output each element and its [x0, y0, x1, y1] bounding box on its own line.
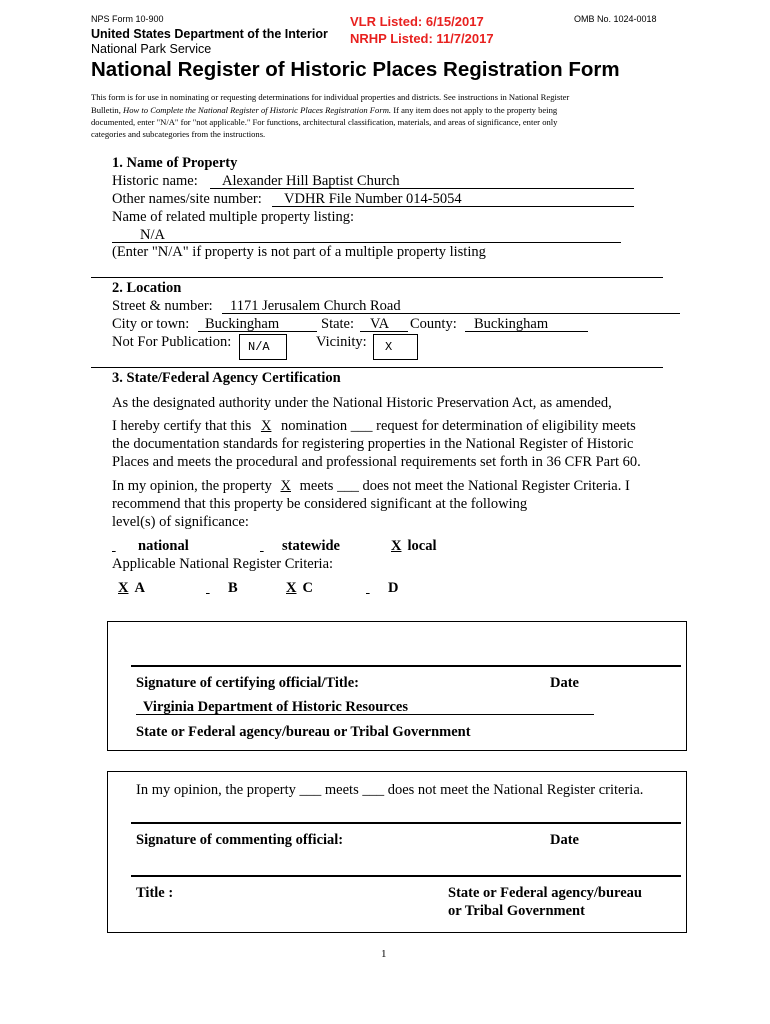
commenting-agency-label-2: or Tribal Government — [448, 903, 585, 919]
intro-text-line-3: documented, enter "N/A" for "not applicable." For functions, architectural classification, materials, and areas of significance, enter only — [91, 117, 558, 127]
commenting-agency-label-1: State or Federal agency/bureau — [448, 885, 642, 901]
certifying-agency-field[interactable]: Virginia Department of Historic Resources — [143, 699, 408, 715]
certify-line-3: Places and meets the procedural and professional requirements set forth in 36 CFR Part 60. — [112, 454, 641, 470]
vlr-listed-stamp: VLR Listed: 6/15/2017 — [350, 14, 484, 29]
intro-text-line-4: categories and subcategories from the instructions. — [91, 129, 266, 139]
street-field[interactable]: 1171 Jerusalem Church Road — [230, 298, 401, 314]
state-label: State: — [321, 316, 355, 332]
section-divider — [91, 277, 663, 278]
nomination-mark: X — [260, 418, 272, 434]
criteria-c[interactable]: X C — [286, 580, 313, 596]
opinion-line-1: In my opinion, the property X meets ___ does not meet the National Register Criteria. I — [112, 478, 630, 494]
opinion-line-3: level(s) of significance: — [112, 514, 249, 530]
multiple-listing-note: (Enter "N/A" if property is not part of a multiple property listing — [112, 244, 486, 260]
street-label: Street & number: — [112, 298, 213, 314]
multiple-listing-label: Name of related multiple property listing: — [112, 209, 355, 225]
commenting-signature-label: Signature of commenting official: — [136, 832, 344, 848]
certifying-signature-label: Signature of certifying official/Title: — [136, 675, 359, 691]
section-3-heading: 3. State/Federal Agency Certification — [112, 370, 341, 386]
historic-name-label: Historic name: — [112, 173, 198, 189]
vicinity-value: X — [385, 340, 393, 354]
service-name: National Park Service — [91, 42, 212, 56]
multiple-listing-field[interactable]: N/A — [140, 227, 165, 243]
section-divider — [91, 367, 663, 368]
section-2-heading: 2. Location — [112, 280, 182, 296]
opinion-line-2: recommend that this property be considered significant at the following — [112, 496, 528, 512]
county-label: County: — [410, 316, 457, 332]
signature-line[interactable] — [131, 665, 681, 667]
vicinity-box[interactable] — [373, 334, 418, 360]
vicinity-label: Vicinity: — [316, 334, 367, 350]
county-field[interactable]: Buckingham — [474, 316, 549, 332]
page-number: 1 — [381, 948, 387, 960]
criteria-label: Applicable National Register Criteria: — [112, 556, 334, 572]
certify-line-1: I hereby certify that this X nomination ___ request for determination of eligibility meets — [112, 418, 636, 434]
certify-line-2: the documentation standards for registering properties in the National Register of Historic — [112, 436, 634, 452]
form-number: NPS Form 10-900 — [91, 14, 164, 24]
page-title: National Register of Historic Places Registration Form — [91, 58, 620, 81]
section-1-heading: 1. Name of Property — [112, 155, 238, 171]
other-names-field[interactable]: VDHR File Number 014-5054 — [284, 191, 462, 207]
not-for-publication-label: Not For Publication: — [112, 334, 232, 350]
level-statewide[interactable]: statewide — [282, 538, 340, 554]
city-label: City or town: — [112, 316, 190, 332]
department-name: United States Department of the Interior — [91, 27, 328, 41]
other-names-label: Other names/site number: — [112, 191, 262, 207]
not-for-publication-box[interactable] — [239, 334, 287, 360]
criteria-a[interactable]: X A — [118, 580, 145, 596]
criteria-d[interactable]: D — [388, 580, 399, 596]
historic-name-field[interactable]: Alexander Hill Baptist Church — [222, 173, 400, 189]
meets-mark: X — [280, 478, 291, 494]
certifying-agency-label: State or Federal agency/bureau or Tribal Government — [136, 724, 471, 740]
not-for-publication-value: N/A — [248, 340, 270, 354]
level-local[interactable]: X local — [391, 538, 437, 554]
commenting-date-label: Date — [550, 832, 579, 848]
intro-text-line-1: This form is for use in nominating or requesting determinations for individual properties and districts. See instructions in National Register — [91, 92, 570, 102]
certifying-date-label: Date — [550, 675, 579, 691]
commenting-title-label: Title : — [136, 885, 174, 901]
commenting-signature-line[interactable] — [131, 822, 681, 824]
city-field[interactable]: Buckingham — [205, 316, 280, 332]
intro-text-line-2: Bulletin, How to Complete the National Register of Historic Places Registration Form. If any item does not apply to the property being — [91, 105, 558, 115]
commenting-title-line[interactable] — [131, 875, 681, 877]
omb-number: OMB No. 1024-0018 — [574, 14, 657, 24]
nrhp-listed-stamp: NRHP Listed: 11/7/2017 — [350, 31, 494, 46]
criteria-b[interactable]: B — [228, 580, 238, 596]
commenting-opinion-line: In my opinion, the property ___ meets ___ does not meet the National Register criteria. — [136, 782, 644, 798]
state-field[interactable]: VA — [370, 316, 390, 332]
authority-text: As the designated authority under the National Historic Preservation Act, as amended, — [112, 395, 612, 411]
level-national[interactable]: national — [138, 538, 189, 554]
